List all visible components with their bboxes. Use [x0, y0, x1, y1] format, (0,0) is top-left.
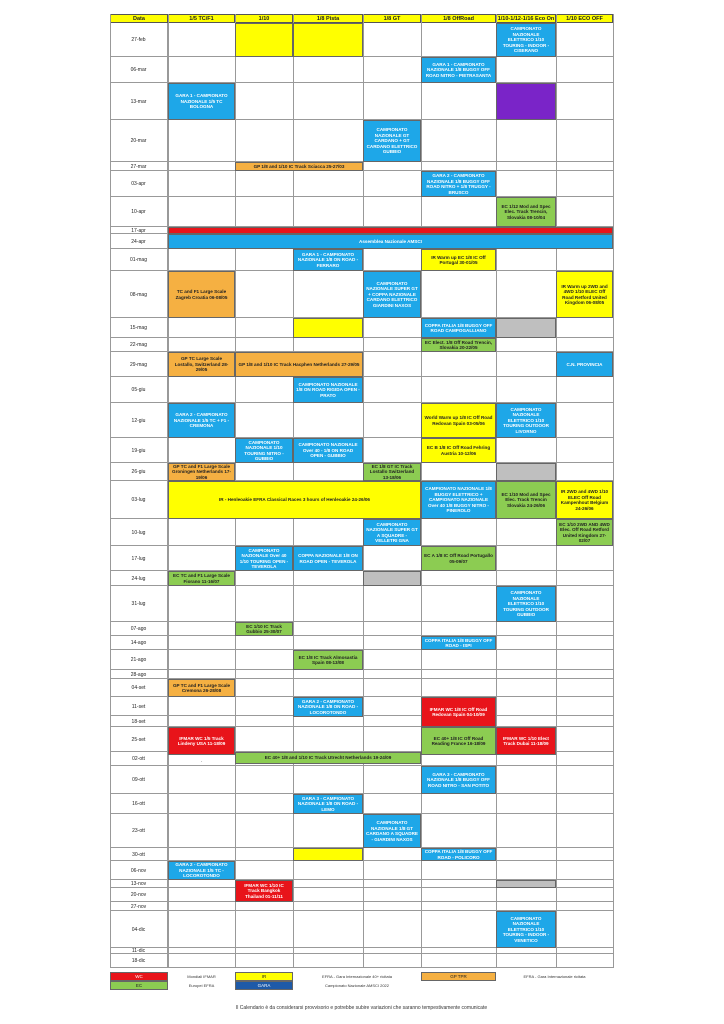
header-1-10: 1/10 — [235, 14, 293, 23]
date-row — [110, 670, 613, 679]
legend-ir-label: EFRA - Gara Internazionale 40+ ricitata — [322, 974, 392, 979]
date-cell: 02-ott — [110, 752, 168, 766]
empty-highlight-cell — [363, 571, 421, 586]
date-row — [110, 636, 613, 650]
date-cell: 27-feb — [110, 23, 168, 57]
date-cell: 04-dic — [110, 911, 168, 948]
empty-highlight-cell — [496, 463, 556, 481]
event-cell: EC A 1/8 IC Off Road Portugallo 05-09/07 — [421, 546, 496, 571]
date-row — [110, 888, 613, 902]
date-cell: 16-ott — [110, 794, 168, 814]
empty-highlight-cell — [235, 23, 293, 57]
event-cell: EC 1/10 2WD AND 4WD Elec. Off Road Retford United Kingdom 27-02/07 — [556, 519, 613, 546]
event-cell: EC 1/8 GT IC Track Lostallo Switzerland 13-18/06 — [363, 463, 421, 481]
legend-gara-swatch: GARA — [235, 981, 293, 990]
footer-note: Il Calendario è da considerarsi provvisorio e potrebbe subire variazioni che saranno tempestivamente comunicate — [235, 1005, 488, 1011]
date-cell: 12-giu — [110, 403, 168, 438]
date-cell: 03-lug — [110, 481, 168, 519]
event-cell: GARA 1 - CAMPIONATO NAZIONALE 1/5 TC BOLOGNA — [168, 83, 235, 120]
legend-camp-label: Campionato Nazionale AMSCI 2022 — [324, 983, 390, 988]
empty-highlight-cell — [293, 848, 363, 861]
date-cell: 01-mag — [110, 249, 168, 271]
empty-highlight-cell — [496, 83, 556, 120]
date-cell: 10-lug — [110, 519, 168, 546]
event-cell: GARA 3 - CAMPIONATO NAZIONALE 1/8 ON ROAD - LEMO — [293, 794, 363, 814]
date-cell: 05-giu — [110, 377, 168, 403]
event-cell: GARA 1 - CAMPIONATO NAZIONALE 1/8 ON ROAD - FERRARO — [293, 249, 363, 271]
event-cell: GARA 2 - CAMPIONATO NAZIONALE 1/5 TC + F1 - CREMONA — [168, 403, 235, 438]
column-line — [613, 14, 614, 968]
event-cell: IFMAR WC 1/5 Track Lindeny USA 11-18/09 — [168, 727, 235, 755]
event-cell: GP TC Large Scale Lostallo, Switzerland 28-29/05 — [168, 352, 235, 377]
date-row — [110, 716, 613, 727]
event-cell: GP 1/8 and 1/10 IC Track Hacphen Netherlands 27-29/05 — [235, 352, 363, 377]
event-cell: GARA 2 - CAMPIONATO NAZIONALE 1/5 TC - LOCOROTONDO — [168, 861, 235, 880]
header-date: Data — [110, 14, 168, 23]
date-row — [110, 519, 613, 546]
date-cell: 08-mag — [110, 271, 168, 318]
date-row — [110, 120, 613, 162]
column-line — [110, 14, 111, 968]
date-cell: 20-mar — [110, 120, 168, 162]
date-cell: 03-apr — [110, 171, 168, 197]
event-cell: EC 1/10 Mod and Spec Elec. Track Trencin Slovakia 24-26/06 — [496, 481, 556, 519]
header-pista: 1/8 Pista — [293, 14, 363, 23]
event-cell: World Warm up 1/8 IC Off Road Redovan Spain 03-05/06 — [421, 403, 496, 438]
event-cell: EC 1/8 IC Track Almosastia Spain 08-13/08 — [293, 650, 363, 670]
event-cell: CAMPIONATO NAZIONALE GT CARDANO + GT CARDANO ELETTRICO GUBBIO — [363, 120, 421, 162]
event-cell: EC 40+ 1/8 IC Off Road Reading France 16-18/09 — [421, 727, 496, 755]
date-cell: 24-lug — [110, 571, 168, 586]
event-cell: CAMPIONATO NAZIONALE 1/10 TOURING NITRO - GUBBIO — [235, 438, 293, 463]
date-cell: 20-nov — [110, 888, 168, 902]
date-cell: 29-mag — [110, 352, 168, 377]
event-cell: CAMPIONATO NAZIONALE 1/8 GT CARDANO A SQUADRE - GIARDINI NAXOS — [363, 814, 421, 848]
event-cell: IFMAR WC 1/10 IC Track Bangkok Thailand 01-11/11 — [235, 880, 293, 902]
date-cell: 13-nov — [110, 880, 168, 888]
date-cell: 31-lug — [110, 586, 168, 622]
date-cell: 18-set — [110, 716, 168, 727]
date-cell: 22-mag — [110, 338, 168, 352]
event-cell: EC Elect. 1/8 Off Road Trencin, Slovakia 20-22/05 — [421, 338, 496, 352]
header-tc-f1: 1/5 TC/F1 — [168, 14, 235, 23]
event-cell: TC and F1 Large Scale Zagreb Croatia 06-08/05 — [168, 271, 235, 318]
date-cell: 06-mar — [110, 57, 168, 83]
empty-highlight-cell — [496, 318, 556, 338]
date-cell: 11-dic — [110, 948, 168, 954]
dash-marker: - — [200, 758, 203, 763]
date-cell: 19-giu — [110, 438, 168, 463]
event-cell: GP TC and F1 Large Scale Cremona 26-28/08 — [168, 679, 235, 697]
event-cell: EC 1/10 IC Track Gubbio 25-30/07 — [235, 622, 293, 636]
date-row — [110, 954, 613, 968]
event-cell: CAMPIONATO NAZIONALE SUPER GT + COPPA NAZIONALE CARDANO ELETTRICO GIARDINI NAXOS — [363, 271, 421, 318]
event-cell: IR Warm up EC 1/8 IC Off Portugal 30-01/05 — [421, 249, 496, 271]
date-cell: 23-ott — [110, 814, 168, 848]
event-cell: EC B 1/8 IC Off Road Fehring Austria 10-12/06 — [421, 438, 496, 463]
legend-europei-label: Europei EFRA — [188, 983, 215, 988]
empty-highlight-cell — [496, 880, 556, 888]
header-eco-off: 1/10 ECO OFF — [556, 14, 613, 23]
event-cell: GARA 2 - CAMPIONATO NAZIONALE 1/8 ON ROAD - LOCOROTONDO — [293, 697, 363, 717]
date-cell: 17-lug — [110, 546, 168, 571]
legend-gp-swatch: GP TPR — [421, 972, 496, 981]
event-cell: CAMPIONATO NAZIONALE ELETTRICO 1/10 TOURING OUTDOOR GUBBIO — [496, 586, 556, 622]
date-row — [110, 622, 613, 636]
legend-mondiali-label: Mondiali IFMAR — [187, 974, 216, 979]
date-cell: 27-mar — [110, 162, 168, 171]
date-cell: 27-nov — [110, 902, 168, 911]
date-cell: 07-ago — [110, 622, 168, 636]
event-cell: CAMPIONATO NAZIONALE 1/8 BUGGY ELETTRICO + CAMPIONATO NAZIONALE Over 40 1/8 BUGGY NITRO - PINEROLO — [421, 481, 496, 519]
date-row — [110, 814, 613, 848]
holiday-bar — [168, 227, 613, 234]
event-cell: CAMPIONATO NAZIONALE ELETTRICO 1/10 TOURING OUTDOOR LIVORNO — [496, 403, 556, 438]
event-cell: Assemblea Nazionale AMSCI — [168, 234, 613, 249]
date-cell: 09-ott — [110, 766, 168, 794]
event-cell: CAMPIONATO NAZIONALE 1/8 ON ROAD RIGIDA OPEN - PRATO — [293, 377, 363, 403]
date-row — [110, 766, 613, 794]
event-cell: CAMPIONATO NAZIONALE Over 40 - 1/8 ON ROAD OPEN - GUBBIO — [293, 438, 363, 463]
legend-wc-swatch: WC — [110, 972, 168, 981]
empty-highlight-cell — [293, 23, 363, 57]
date-row — [110, 902, 613, 911]
event-cell: GARA 3 - CAMPIONATO NAZIONALE 1/8 BUGGY OFF ROAD NITRO - SAN POTITO — [421, 766, 496, 794]
date-cell: 21-ago — [110, 650, 168, 670]
event-cell: GP TC and F1 Large Scale Groningen Netherlands 17-19/06 — [168, 463, 235, 481]
date-cell: 04-set — [110, 679, 168, 697]
event-cell: CAMPIONATO NAZIONALE Over 40 1/10 TOURING OPEN - TEVEROLA — [235, 546, 293, 571]
event-cell: COPPA NAZIONALE 1/8 ON ROAD OPEN - TEVEROLA — [293, 546, 363, 571]
date-cell: 24-apr — [110, 234, 168, 249]
event-cell: COPPA ITALIA 1/8 BUGGY OFF ROAD CAMPOGALLIANO — [421, 318, 496, 338]
date-cell: 06-nov — [110, 861, 168, 880]
event-cell: GARA 2 - CAMPIONATO NAZIONALE 1/8 BUGGY OFF ROAD NITRO + 1/8 TRUGGY - BRUSCO — [421, 171, 496, 197]
date-cell: 10-apr — [110, 197, 168, 227]
date-cell: 28-ago — [110, 670, 168, 679]
event-cell: IR - Henleoakie EFRA Classical Races 3 hours of Henleoakie 24-26/06 — [168, 481, 421, 519]
event-cell: IFMAR WC 1/10 Elect Track Dubai 11-18/09 — [496, 727, 556, 755]
event-cell: IFMAR WC 1/8 IC Off Road Redovan Spain 04-10/09 — [421, 697, 496, 727]
event-cell: EC 1/12 Mod and Spec Elec. Track Trencin, Slovakia 08-10/04 — [496, 197, 556, 227]
date-row — [110, 171, 613, 197]
event-cell: C.N. PROVINCIA — [556, 352, 613, 377]
event-cell: CAMPIONATO NAZIONALE ELETTRICO 1/10 TOURING - INDOOR - VENETICO — [496, 911, 556, 948]
header-gt: 1/8 GT — [363, 14, 421, 23]
date-cell: 17-apr — [110, 227, 168, 234]
date-row — [110, 57, 613, 83]
header-offroad: 1/8 OffRoad — [421, 14, 496, 23]
event-cell: CAMPIONATO NAZIONALE ELETTRICO 1/10 TOURING - INDOOR - CISERANO — [496, 23, 556, 57]
date-cell: 15-mag — [110, 318, 168, 338]
date-cell: 11-set — [110, 697, 168, 716]
date-cell: 14-ago — [110, 636, 168, 650]
date-cell: 30-ott — [110, 848, 168, 861]
date-row — [110, 338, 613, 352]
event-cell: IR Warm up 2WD and 4WD 1/10 ELEC Off Road Retford United Kingdom 06-08/05 — [556, 271, 613, 318]
event-cell: COPPA ITALIA 1/8 BUGGY OFF ROAD - POLICORO — [421, 848, 496, 861]
date-cell: 18-dic — [110, 954, 168, 968]
event-cell: CAMPIONATO NAZIONALE SUPER GT A SQUADRE - VELLETRI GNA — [363, 519, 421, 546]
event-cell: EC 40+ 1/8 and 1/10 IC Track Utrecht Netherlands 19-24/09 — [235, 752, 421, 764]
legend-gp-label: EFRA - Gara Internazionale ricitata — [523, 974, 586, 979]
event-cell: EC TC and F1 Large Scale Fiorano 11-16/07 — [168, 571, 235, 586]
event-cell: GARA 1 - CAMPIONATO NAZIONALE 1/8 BUGGY OFF ROAD NITRO - PIETRASANTA — [421, 57, 496, 83]
legend-ir-swatch: IR — [235, 972, 293, 981]
date-cell: 25-set — [110, 727, 168, 752]
empty-highlight-cell — [293, 318, 363, 338]
legend-ec-swatch: EC — [110, 981, 168, 990]
date-cell: 13-mar — [110, 83, 168, 120]
event-cell: GP 1/8 and 1/10 IC Track Sciacca 25-27/03 — [235, 162, 363, 171]
date-cell: 26-giu — [110, 463, 168, 481]
event-cell: COPPA ITALIA 1/8 BUGGY OFF ROAD - ISPI — [421, 636, 496, 650]
header-eco-on: 1/10-1/12-1/16 Eco On — [497, 15, 555, 22]
event-cell: IR 2WD and 4WD 1/10 ELEC Off Road Kampenhout Belgium 24-26/06 — [556, 481, 613, 519]
